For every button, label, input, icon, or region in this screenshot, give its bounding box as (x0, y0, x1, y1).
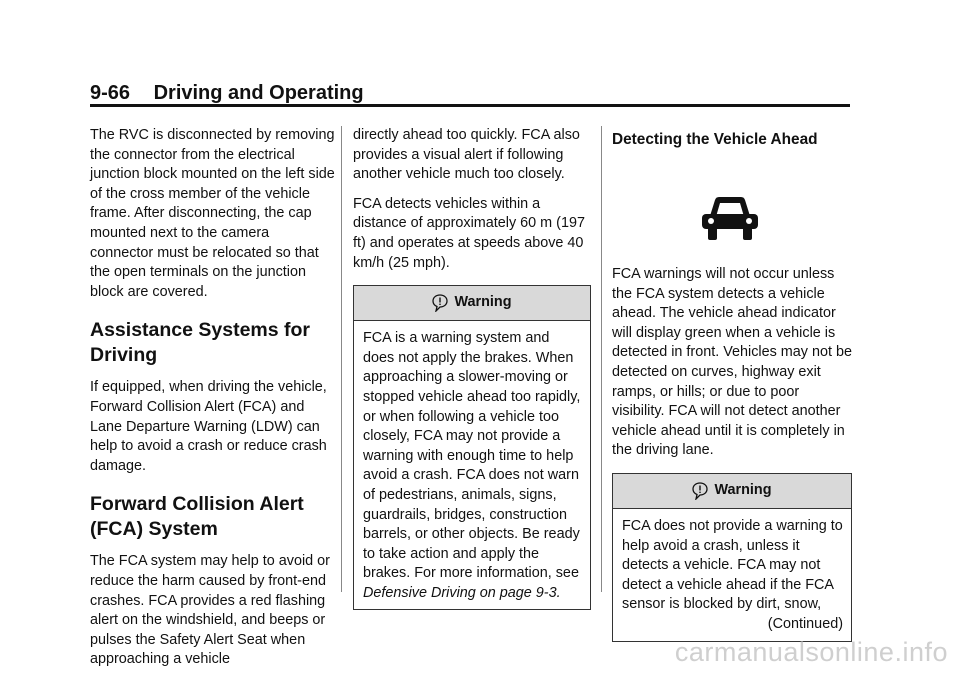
warning-body (354, 321, 590, 609)
warning-text (363, 329, 582, 603)
section-title: Driving and Operating (153, 82, 364, 104)
warning-title: Warning (714, 482, 772, 499)
column-divider (601, 126, 602, 592)
vehicle-ahead-icon (698, 190, 762, 246)
warning-icon (432, 294, 448, 312)
watermark: carmanualsonline.info (674, 637, 948, 667)
page-number: 9-66 (90, 82, 131, 104)
header-rule (90, 104, 850, 107)
defensive-driving-link[interactable]: Defensive Driving on page 9-3. (363, 584, 561, 601)
vehicle-ahead-indicator (612, 150, 852, 265)
column-divider (341, 126, 342, 592)
warning-text: FCA does not provide a warning to help avoid a crash, unless it detects a vehicle. FCA may not detect a vehicle ahead if the FCA sensor is blocked by dirt, snow, (622, 517, 843, 613)
fca-continued-paragraph: directly ahead too quickly. FCA also provides a visual alert if following another vehicle much too closely. (353, 127, 580, 183)
detecting-heading: Detecting the Vehicle Ahead (612, 131, 818, 148)
warning-text-main: FCA is a warning system and does not apply the brakes. When approaching a slower-moving or stopped vehicle ahead too rapidly, or when following a vehicle too closely, FCA may not provide a warning with enough time to help avoid a crash. FCA does not warn of pedestrians, animals, signs, guardrails, bridges, construction barrels, or other objects. Be ready to take action and apply the brakes. For more information, see (363, 330, 581, 582)
fca-heading: Forward Collision Alert (FCA) System (90, 493, 304, 541)
warning-title: Warning (454, 294, 512, 311)
assistance-heading: Assistance Systems for Driving (90, 319, 311, 367)
column-2 (353, 126, 591, 610)
fca-range-paragraph: FCA detects vehicles within a distance of approximately 60 m (197 ft) and operates at speeds above 40 km/h (25 mph). (353, 195, 585, 271)
assistance-paragraph: If equipped, when driving the vehicle, Forward Collision Alert (FCA) and Lane Departure Warning (LDW) can help to avoid a crash or reduce crash damage. (90, 379, 327, 474)
continued-label: (Continued) (767, 615, 843, 632)
warning-body (613, 509, 851, 641)
rvc-paragraph: The RVC is disconnected by removing the connector from the electrical junction block mounted on the left side of the cross member of the vehicle frame. After disconnecting, the cap mounted next to the camera connector must be relocated so that the open terminals on the junction block are covered. (90, 127, 335, 300)
warning-icon (692, 482, 708, 500)
warning-header (613, 474, 851, 509)
warning-box (353, 285, 591, 610)
column-3 (612, 130, 852, 642)
page-header (90, 82, 364, 105)
detecting-paragraph: FCA warnings will not occur unless the FCA system detects a vehicle ahead. The vehicle ahead indicator will display green when a vehicle is detected in front. Vehicles may not be detected on curves, highway exit ramps, or hills; or due to poor visibility. FCA will not detect another vehicle ahead until it is completely in the driving lane. (612, 266, 852, 459)
warning-header (354, 286, 590, 321)
column-1 (90, 126, 336, 680)
warning-box (612, 473, 852, 642)
fca-paragraph: The FCA system may help to avoid or reduce the harm caused by front-end crashes. FCA provides a red flashing alert on the windshield, and beeps or pulses the Safety Alert Seat when approaching a vehicle (90, 553, 330, 668)
